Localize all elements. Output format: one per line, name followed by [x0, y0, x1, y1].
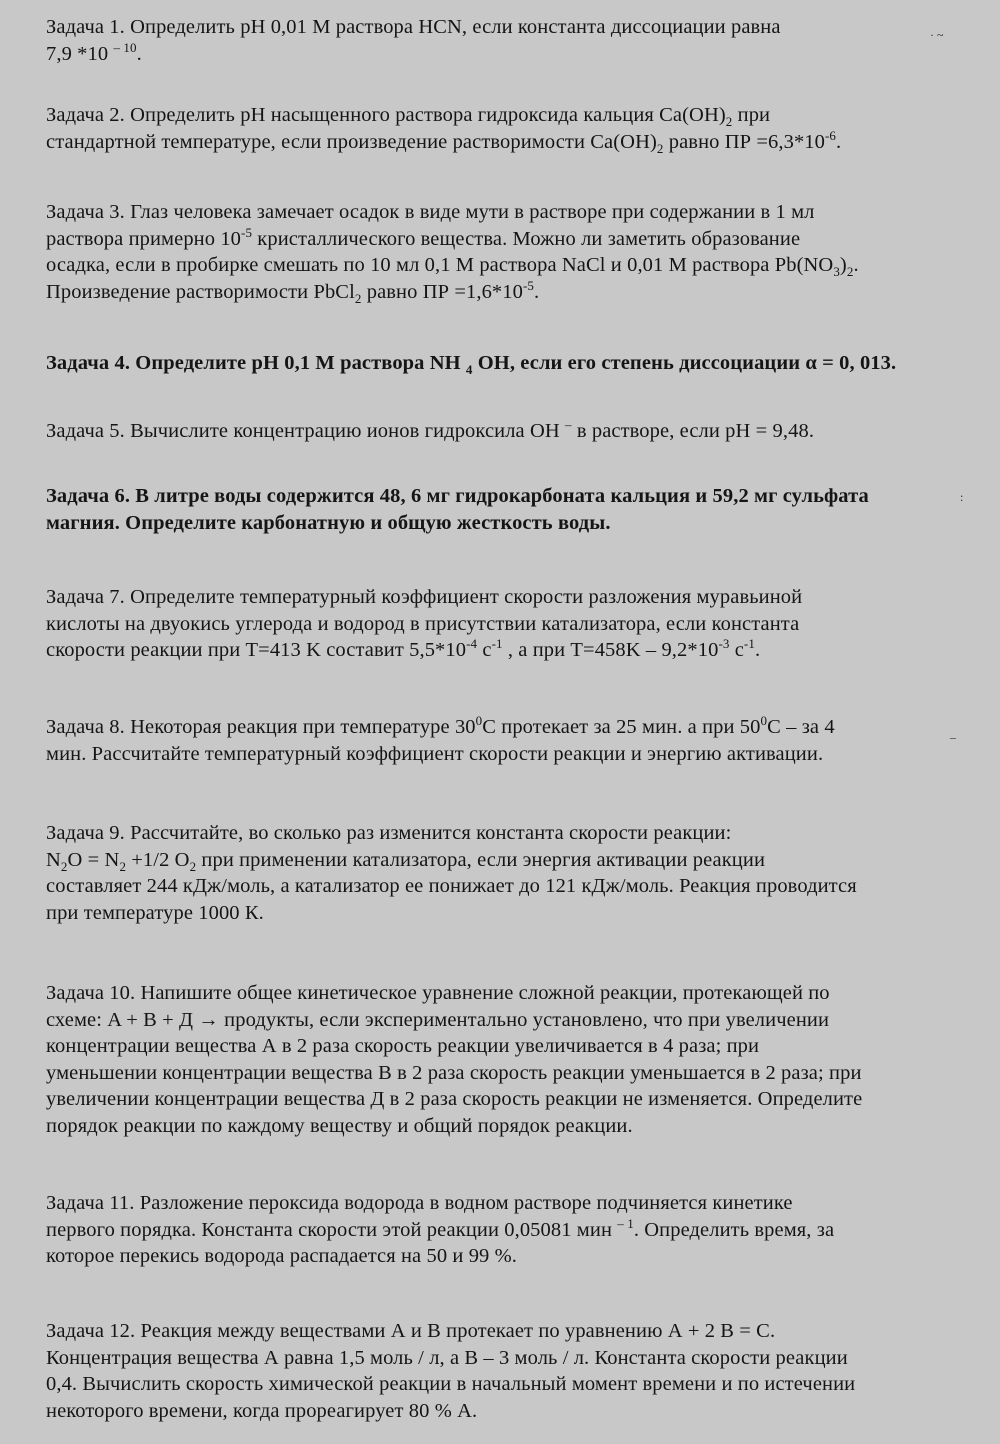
task-line: [46, 1217, 976, 1244]
text-run: осадка, если в пробирке смешать по 10 мл 0,1 М раствора NaCl и 0,01 М раствора Pb(NO: [46, 254, 834, 276]
task-line: [46, 584, 976, 611]
superscript: -4: [466, 636, 478, 652]
text-run: Задача 3. Глаз человека замечает осадок в виде мути в растворе при содержании в 1 мл: [46, 201, 815, 223]
superscript: – 1: [617, 1215, 634, 1231]
task-3: [46, 199, 976, 305]
text-run: N: [46, 848, 61, 871]
text-run: O = N: [67, 848, 120, 871]
text-run: .: [136, 42, 142, 65]
text-run: Задача 4. Определите pH 0,1 М раствора NH: [46, 352, 466, 374]
text-run: составляет 244 кДж/моль, а катализатор ее понижает до 121 кДж/моль. Реакция проводится: [46, 875, 857, 897]
text-run: которое перекись водорода распадается на 50 и 99 %.: [46, 1245, 518, 1267]
task-line: [46, 1113, 976, 1140]
task-line: [46, 1398, 976, 1425]
text-run: первого порядка. Константа скорости этой реакции 0,05081 мин: [46, 1218, 618, 1241]
task-line: [46, 741, 976, 768]
task-line: [46, 279, 976, 306]
text-run: .: [836, 130, 842, 153]
superscript: – 10: [113, 39, 137, 55]
task-line: [46, 1318, 976, 1345]
task-line: [46, 350, 976, 377]
task-line: [46, 252, 976, 279]
text-run: Задача 12. Реакция между веществами А и В протекает по уравнению А + 2 В = С.: [46, 1320, 776, 1342]
text-run: некоторого времени, когда прореагирует 80 % А.: [46, 1399, 478, 1422]
subscript: 4: [465, 362, 473, 378]
text-run: OH, если его степень диссоциации α = 0, 013.: [472, 352, 897, 374]
subscript: 2: [189, 858, 197, 874]
text-run: раствора примерно 10: [46, 227, 242, 250]
subscript: 2: [354, 290, 362, 306]
text-run: Задача 11. Разложение пероксида водорода в водном растворе подчиняется кинетике: [46, 1192, 793, 1214]
text-run: Задача 10. Напишите общее кинетическое уравнение сложной реакции, протекающей по: [46, 982, 830, 1004]
text-run: . Определить время, за: [633, 1218, 835, 1241]
superscript: -1: [743, 636, 755, 652]
subscript: 2: [656, 140, 664, 156]
task-line: [46, 1371, 976, 1398]
task-line: [46, 510, 976, 537]
text-run: равно ПР =6,3*10: [663, 130, 825, 153]
task-line: [46, 1007, 976, 1034]
text-run: .: [853, 254, 859, 276]
task-8: [46, 714, 976, 767]
superscript: -1: [491, 636, 503, 652]
text-run: C – за 4: [767, 716, 835, 738]
task-line: [46, 1033, 976, 1060]
text-run: Задача 6. В литре воды содержится 48, 6 мг гидрокарбоната кальция и 59,2 мг сульфата: [46, 485, 869, 507]
task-line: [46, 900, 976, 927]
superscript: –: [565, 417, 572, 433]
text-run: 7,9 *10: [46, 42, 114, 65]
task-line: [46, 1060, 976, 1087]
text-run: Задача 1. Определить pH 0,01 М раствора HCN, если константа диссоциации равна: [46, 16, 781, 38]
text-run: магния. Определите карбонатную и общую жесткость воды.: [46, 511, 611, 534]
task-line: [46, 199, 976, 226]
task-7: [46, 584, 976, 664]
text-run: Задача 2. Определить pH насыщенного раствора гидроксида кальция Ca(OH): [46, 104, 726, 126]
text-run: C протекает за 25 мин. а при 50: [482, 716, 761, 738]
superscript: -6: [825, 127, 837, 143]
text-run: +1/2 O: [126, 848, 190, 871]
text-run: мин. Рассчитайте температурный коэффициент скорости реакции и энергию активации.: [46, 742, 824, 765]
scan-speck: –: [950, 730, 956, 744]
task-12: [46, 1318, 976, 1424]
task-line: [46, 418, 976, 445]
task-4: [46, 350, 976, 377]
text-run: равно ПР =1,6*10: [361, 280, 523, 303]
task-line: [46, 102, 976, 129]
text-run: с: [477, 639, 492, 661]
text-run: Концентрация вещества А равна 1,5 моль / л, а В – 3 моль / л. Константа скорости реакции: [46, 1346, 848, 1369]
subscript: 2: [60, 858, 68, 874]
superscript: -5: [241, 224, 253, 240]
task-line: [46, 820, 976, 847]
superscript: 0: [760, 713, 768, 729]
subscript: 3: [833, 264, 840, 280]
task-1: [46, 14, 976, 67]
task-line: [46, 847, 976, 874]
superscript: -3: [718, 636, 730, 652]
subscript: 2: [119, 858, 127, 874]
task-line: [46, 873, 976, 900]
text-run: Задача 9. Рассчитайте, во сколько раз изменится константа скорости реакции:: [46, 822, 732, 844]
task-line: [46, 1243, 976, 1270]
scan-speck: · ~: [930, 28, 944, 42]
text-run: , а при T=458K – 9,2*10: [502, 639, 719, 661]
task-5: [46, 418, 976, 445]
text-run: стандартной температуре, если произведение растворимости Ca(OH): [46, 130, 657, 153]
text-run: порядок реакции по каждому веществу и общий порядок реакции.: [46, 1114, 633, 1137]
text-run: Задача 8. Некоторая реакция при температуре 30: [46, 716, 476, 738]
text-run: Задача 5. Вычислите концентрацию ионов гидроксила OH: [46, 420, 566, 442]
task-2: [46, 102, 976, 155]
text-run: при: [732, 104, 771, 126]
task-line: [46, 1345, 976, 1372]
task-line: [46, 637, 976, 664]
text-run: ): [839, 254, 847, 276]
task-10: [46, 980, 976, 1139]
superscript: -5: [522, 277, 534, 293]
text-run: скорости реакции при T=413 K составит 5,5*10: [46, 639, 467, 661]
text-run: .: [534, 280, 540, 303]
text-run: уменьшении концентрации вещества В в 2 раза скорость реакции уменьшается в 2 раза; при: [46, 1061, 862, 1084]
task-line: [46, 1190, 976, 1217]
task-line: [46, 611, 976, 638]
text-run: при температуре 1000 К.: [46, 901, 264, 924]
task-line: [46, 129, 976, 156]
text-run: при применении катализатора, если энергия активации реакции: [196, 848, 766, 871]
text-run: с: [729, 639, 744, 661]
task-line: [46, 483, 976, 510]
text-run: увеличении концентрации вещества Д в 2 раза скорость реакции не изменяется. Определите: [46, 1088, 863, 1110]
subscript: 2: [846, 264, 854, 280]
scan-speck: :: [960, 490, 964, 504]
task-line: [46, 714, 976, 741]
task-line: [46, 41, 976, 68]
task-9: [46, 820, 976, 926]
task-line: [46, 1086, 976, 1113]
text-run: Задача 7. Определите температурный коэффициент скорости разложения муравьиной: [46, 586, 803, 608]
text-run: кислоты на двуокись углерода и водород в присутствии катализатора, если константа: [46, 612, 800, 635]
superscript: 0: [475, 713, 483, 729]
text-run: в растворе, если pH = 9,48.: [571, 420, 815, 442]
text-run: Произведение растворимости PbCl: [46, 280, 355, 303]
subscript: 2: [725, 114, 733, 130]
task-6: [46, 483, 976, 536]
text-run: 0,4. Вычислить скорость химической реакции в начальный момент времени и по истечении: [46, 1373, 856, 1395]
task-line: [46, 14, 976, 41]
text-run: кристаллического вещества. Можно ли заметить образование: [252, 227, 801, 250]
task-11: [46, 1190, 976, 1270]
task-line: [46, 980, 976, 1007]
text-run: .: [754, 639, 761, 661]
text-run: схеме: A + B + Д → продукты, если экспериментально установлено, что при увеличении: [46, 1008, 830, 1031]
text-run: концентрации вещества А в 2 раза скорость реакции увеличивается в 4 раза; при: [46, 1035, 760, 1057]
task-line: [46, 226, 976, 253]
